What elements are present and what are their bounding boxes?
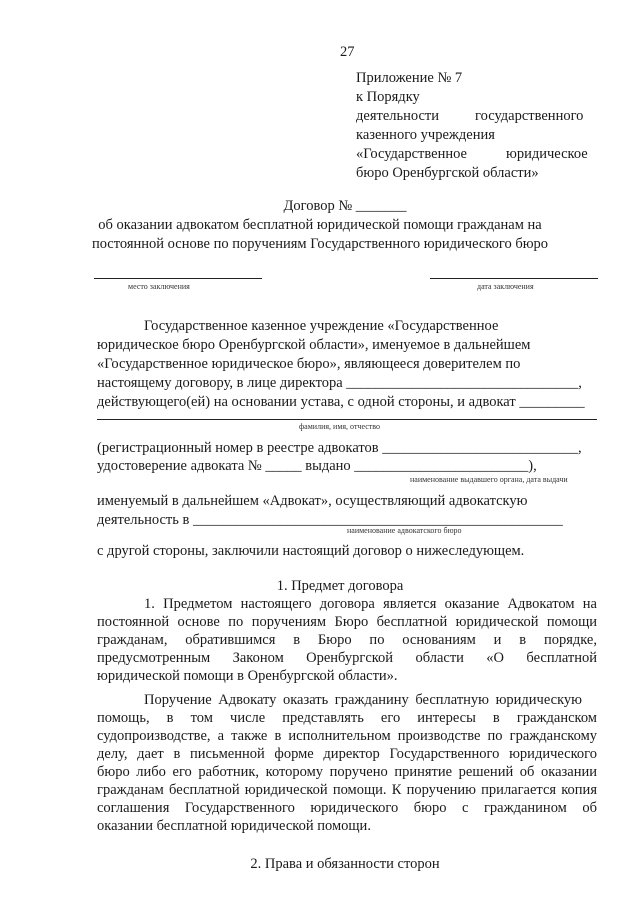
place-caption: место заключения [128, 282, 190, 291]
fio-line [97, 419, 597, 420]
appendix-line: бюро Оренбургской области» [356, 165, 539, 181]
appendix-line: казенного учреждения [356, 127, 495, 143]
appendix-line: к Порядку [356, 89, 420, 105]
page-number: 27 [340, 44, 355, 60]
section1-p2-line: помощь, в том числе представлять его интересы в гражданском [97, 710, 597, 726]
preamble-line: с другой стороны, заключили настоящий договор о нижеследующем. [97, 543, 525, 559]
appendix-line: деятельности [356, 108, 440, 124]
section1-p2-line: судопроизводстве, а также в исполнительном производстве по гражданскому [97, 728, 597, 744]
preamble-line: Государственное казенное учреждение «Государственное [144, 318, 499, 334]
section1-p2-line: гражданам бесплатной юридической помощи. К поручению прилагается копия [97, 782, 597, 798]
contract-subtitle: об оказании адвокатом бесплатной юридической помощи гражданам на [98, 217, 542, 233]
appendix-line: Приложение № 7 [356, 70, 463, 86]
section1-p1-line: гражданам, обратившимся в Бюро по основаниям и в порядке, [97, 632, 597, 648]
preamble-line: деятельность в ___________________________________________________ [97, 512, 563, 528]
appendix-line: «Государственное [356, 146, 467, 162]
section1-p1-line: 1. Предметом настоящего договора является оказание Адвокатом на [144, 596, 597, 612]
preamble-line: удостоверение адвоката № _____ выдано ________________________), [97, 458, 537, 474]
appendix-line: государственного [475, 108, 584, 124]
preamble-line: (регистрационный номер в реестре адвокатов ___________________________, [97, 440, 582, 456]
preamble-line: юридическое бюро Оренбургской области», именуемое в дальнейшем [97, 337, 531, 353]
preamble-line: «Государственное юридическое бюро», являющееся доверителем по [97, 356, 521, 372]
preamble-line: действующего(ей) на основании устава, с одной стороны, и адвокат _________ [97, 394, 585, 410]
section1-p2-line: оказании бесплатной юридической помощи. [97, 818, 371, 834]
date-caption: дата заключения [477, 282, 534, 291]
contract-title: Договор № _______ [283, 198, 407, 214]
appendix-line: юридическое [506, 146, 588, 162]
preamble-line: настоящему договору, в лице директора ________________________________, [97, 375, 582, 391]
section1-p2-line: Поручение Адвокату оказать гражданину бесплатную юридическую [144, 692, 582, 708]
date-line [430, 278, 598, 279]
section-heading: 2. Права и обязанности сторон [250, 856, 440, 872]
section1-p1-line: предусмотренным Законом Оренбургской области «О бесплатной [97, 650, 597, 666]
section1-p2-line: бюро либо его работник, которому поручено принятие решений об оказании [97, 764, 597, 780]
section1-p2-line: делу, дает в письменной форме директор Государственного юридического [97, 746, 597, 762]
bar-caption: наименование адвокатского бюро [347, 526, 462, 535]
fio-caption: фамилия, имя, отчество [299, 422, 380, 431]
section1-p1-line: постоянной основе по поручениям Бюро бесплатной юридической помощи [97, 614, 597, 630]
contract-subtitle: постоянной основе по поручениям Государственного юридического бюро [91, 236, 549, 252]
preamble-line: именуемый в дальнейшем «Адвокат», осуществляющий адвокатскую [97, 493, 528, 509]
section1-p2-line: соглашения Государственного юридического бюро с гражданином об [97, 800, 597, 816]
section-heading: 1. Предмет договора [276, 578, 404, 594]
issuer-caption: наименование выдавшего органа, дата выдачи [410, 475, 568, 484]
section1-p1-line: юридической помощи в Оренбургской области». [97, 668, 398, 684]
place-line [94, 278, 262, 279]
